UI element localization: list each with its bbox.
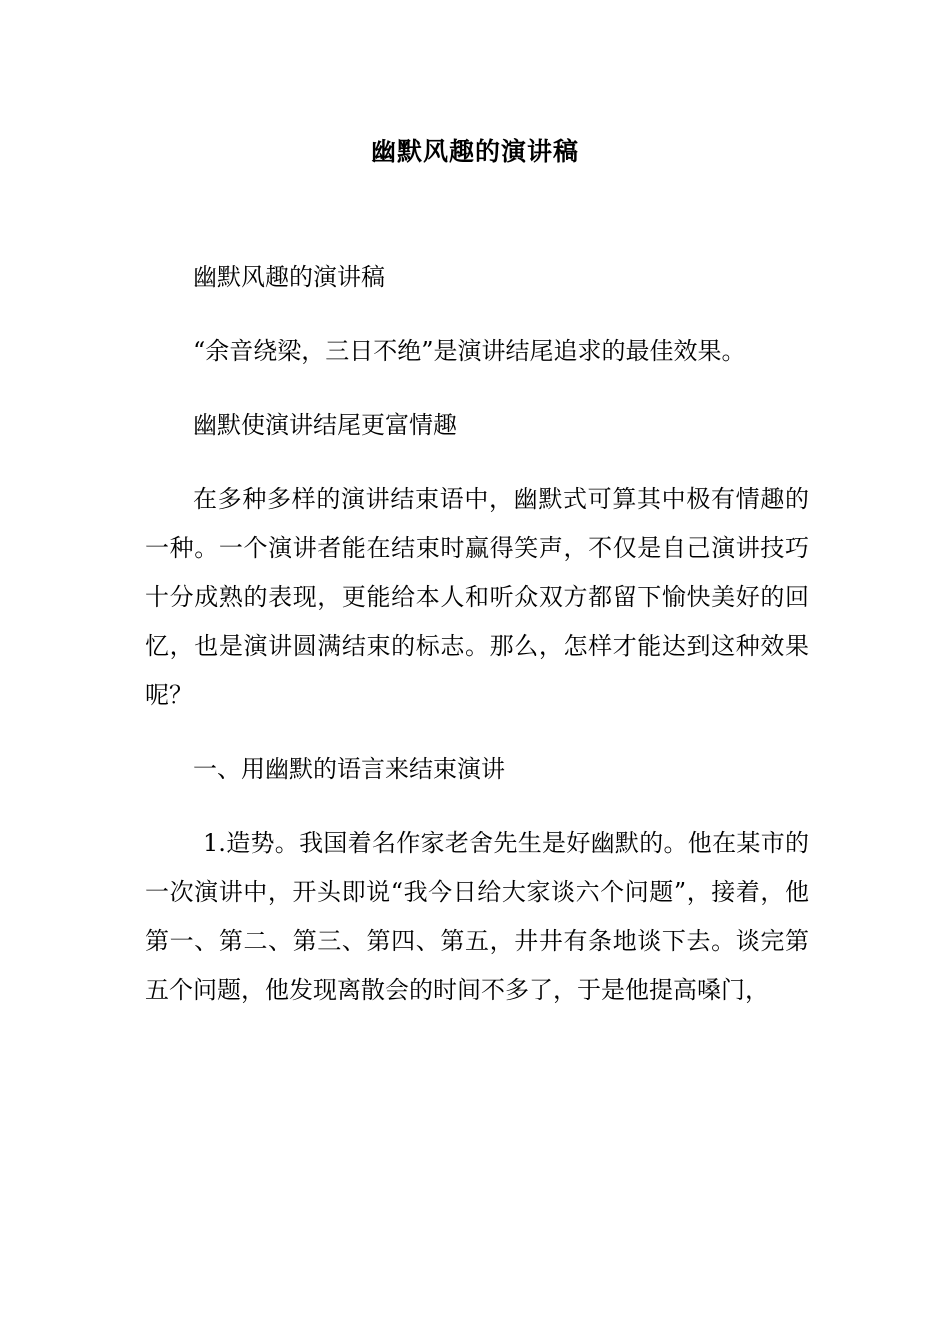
paragraph-list-item-1: 1.造势。我国着名作家老舍先生是好幽默的。他在某市的一次演讲中，开头即说“我今日给大家谈六个问题”，接着，他第一、第二、第三、第四、第五，井井有条地谈下去。谈完第五个问题，他发现离散会的时间不多了，于是他提高嗓门， [145, 829, 809, 1004]
paragraph-intro: 在多种多样的演讲结束语中，幽默式可算其中极有情趣的一种。一个演讲者能在结束时赢得笑声，不仅是自己演讲技巧十分成熟的表现，更能给本人和听众双方都留下愉快美好的回忆，也是演讲圆满结束的标志。那么，怎样才能达到这种效果呢？ [145, 485, 809, 709]
paragraph-section-heading: 一、用幽默的语言来结束演讲 [193, 755, 505, 783]
paragraph-heading-humor: 幽默使演讲结尾更富情趣 [193, 411, 457, 439]
document-title: 幽默风趣的演讲稿 [370, 137, 579, 166]
paragraph-subtitle: 幽默风趣的演讲稿 [193, 263, 385, 291]
paragraph-quote: “余音绕梁，三日不绝”是演讲结尾追求的最佳效果。 [193, 337, 746, 365]
document-body [145, 253, 809, 1015]
